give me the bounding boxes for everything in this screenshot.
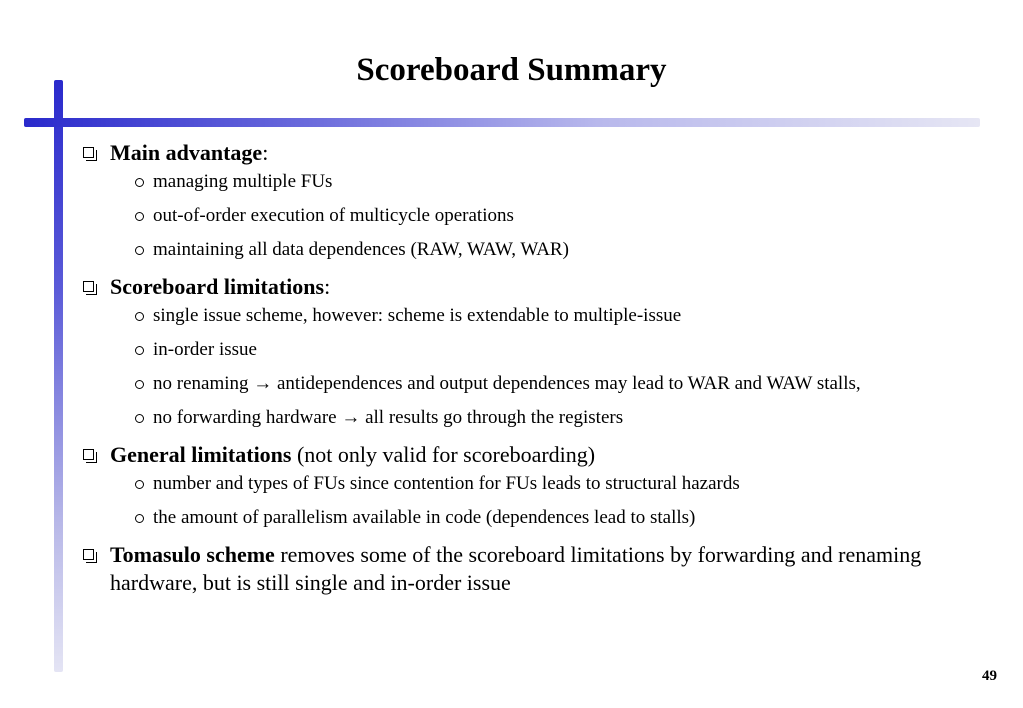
slide-title: Scoreboard Summary <box>356 52 667 88</box>
sub-item <box>80 507 960 529</box>
circle-bullet-icon <box>135 514 144 523</box>
sub-item <box>80 305 960 327</box>
bullet-rest: (not only valid for scoreboarding) <box>291 442 596 467</box>
sub-item <box>80 205 960 227</box>
circle-bullet-icon <box>135 414 144 423</box>
bullet-tomasulo-scheme <box>80 541 960 597</box>
bullet-rest: : <box>262 140 269 165</box>
circle-bullet-icon <box>135 312 144 321</box>
sub-item-text: maintaining all data dependences (RAW, WAW, WAR) <box>153 239 569 260</box>
sub-list <box>80 473 960 529</box>
circle-bullet-icon <box>135 346 144 355</box>
sub-list <box>80 171 960 261</box>
decorative-vertical-bar <box>54 80 63 672</box>
circle-bullet-icon <box>135 380 144 389</box>
sub-item-text: the amount of parallelism available in code (dependences lead to stalls) <box>153 507 696 528</box>
sub-item-text: out-of-order execution of multicycle operations <box>153 205 514 226</box>
sub-item <box>80 407 960 429</box>
sub-item-text: no renaming → antidependences and output dependences may lead to WAR and WAW stalls, <box>153 373 861 394</box>
sub-item <box>80 239 960 261</box>
square-bullet-icon <box>83 549 94 560</box>
sub-item <box>80 339 960 361</box>
slide-content <box>80 139 960 597</box>
decorative-horizontal-bar <box>24 118 980 127</box>
bullet-general-limitations <box>80 441 960 469</box>
bullet-rest: removes some of the scoreboard limitations by forwarding and renaming hardware, but is still single and in-order issue <box>110 542 922 595</box>
sub-item-text: number and types of FUs since contention for FUs leads to structural hazards <box>153 473 740 494</box>
circle-bullet-icon <box>135 178 144 187</box>
bullet-scoreboard-limitations <box>80 273 960 301</box>
sub-item-text: in-order issue <box>153 339 257 360</box>
square-bullet-icon <box>83 449 94 460</box>
sub-item-text: no forwarding hardware → all results go through the registers <box>153 407 624 428</box>
circle-bullet-icon <box>135 212 144 221</box>
page-number: 49 <box>982 668 997 684</box>
square-bullet-icon <box>83 147 94 158</box>
sub-item-text: managing multiple FUs <box>153 171 333 192</box>
sub-item-text: single issue scheme, however: scheme is extendable to multiple-issue <box>153 305 682 326</box>
sub-item <box>80 171 960 193</box>
bullet-lead: Tomasulo scheme <box>110 542 275 567</box>
sub-item <box>80 373 960 395</box>
bullet-rest: : <box>324 274 331 299</box>
square-bullet-icon <box>83 281 94 292</box>
bullet-main-advantage <box>80 139 960 167</box>
circle-bullet-icon <box>135 246 144 255</box>
bullet-lead: Scoreboard limitations <box>110 274 325 299</box>
circle-bullet-icon <box>135 480 144 489</box>
bullet-lead: General limitations <box>110 442 292 467</box>
sub-list <box>80 305 960 429</box>
bullet-lead: Main advantage <box>110 140 263 165</box>
sub-item <box>80 473 960 495</box>
